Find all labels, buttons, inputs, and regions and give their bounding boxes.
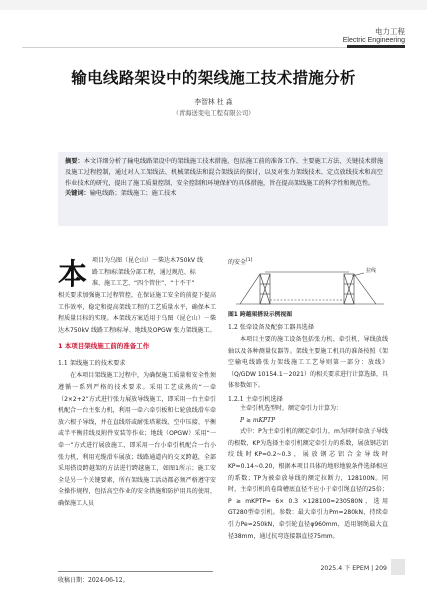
paragraph-tail: 的安全 (228, 259, 247, 266)
guy-wire (240, 274, 260, 304)
intro-lines (92, 255, 216, 290)
guy-wire (354, 274, 376, 304)
formula: P ≥ mKPTP (240, 416, 276, 424)
page-footer: 2025.4 下 EPEM | 209 (320, 565, 387, 572)
article-title: 输电线路架设中的架线施工技术措施分析 (71, 69, 356, 87)
keywords-label: 关键词： (65, 190, 90, 198)
paragraph: 式中：P为主牵引机的额定牵引力，m为同时牵放子导线的根数，KP为选择主牵引机额定牵引力的系数，展放钢芯铝绞线时KP=0.2~0.3，展放钢芯铝合金导线时KP=0.14~0.20，根据本项目具体的地形地貌条件选择相应的系数；TP为被牵放导线的额定拉断力，128100N。同时，主牵引机的卷筒槽底直径不应小于牵引绳直径的25倍；P ≥ mKPTP= 6× 0.3 ×128100=230580N，选用GT280型牵引机。参数：最大牵引力Pm=280kN，持续牵引力Pe=250kN，牵引轮直径φ960mm，适用钢绳最大直径38mm，通过抗弯连接器直径75mm。 (228, 428, 388, 540)
top-band (0, 0, 427, 10)
intro-line: 项目为乌图（昆仑山）－柴达木750kV 线 (92, 257, 203, 264)
paragraph: 主牵引机选型时，额定牵引力计算为： (240, 404, 343, 412)
footnote-rule (58, 571, 213, 572)
paragraph: 相关要求加强施工过程管控，在保证施工安全的前提下提高工作效率，稳定和提高架线工程的工艺质量水平，确保本工程质量目标的实现。本架线方案适用于乌图（昆仑山）－柴达木750kV 线路工程Ⅰ标导、地线及OPGW 张力架线施工。 (58, 292, 216, 334)
heading-1-2: 1.2 张牵设备及配套工器具选择 (228, 324, 315, 331)
intro-line: 准、施工工艺、“四个管住”、“十不干” (92, 280, 195, 288)
section-label-cn: 电力工程 (375, 27, 405, 36)
abstract-label: 摘要： (65, 158, 84, 165)
abstract-body: 本文详细分析了输电线路架设中的架线施工技术措施，包括施工前的准备工作、主要施工方法、关键技术措施及施工过程控制，通过对人工架线法、机械架线法和混合架线法的探讨，以及对张力架线技术、定点放线技术和高空作业技术的研究，提出了施工质量控制、安全控制和环境保护的具体措施，旨在提高架线施工的科学性和规范性。 (65, 158, 384, 187)
keywords: 输电线路；架线施工；施工技术 (89, 190, 177, 198)
heading-1-2-1: 1.2.1 主牵引机选择 (228, 395, 283, 403)
heading-1-1: 1.1 架线施工的技术要求 (58, 360, 126, 368)
scaffold-figure (236, 264, 384, 306)
footer-tab (391, 559, 405, 575)
intro-line: 路工程Ⅰ标架线分部工程，通过规范、标 (92, 268, 196, 276)
figure-annotation: 拉线 (366, 268, 377, 274)
section-label-en: Electric Engineering (342, 37, 405, 44)
paragraph: 在本项目架线施工过程中，为确保施工质量和安全性须遵循一系列严格的技术要求。采用工艺成熟的“一牵（2×2+2”方式进行张力展放导线施工，即采用一台主牵引机配合一台主张力机，利用一牵六牵引板和七轮放线滑车牵放六根子导线，并在直线塔或耐张塔紧线、空中压接、平衡或半平衡挂线及附件安装等作业；地线（OPGW）采用“一牵一”方式进行展放施工，即采用一台小牵引机配合一台小张力机，利用光缆滑车展放；线路通道内的交叉跨越，全部采用搭设跨越架的方法进行跨越施工，如图1所示；施工安全是另一个关键要素，所有架线施工活动都必须严格遵守安全操作规程，包括高空作业的安全措施和防护用具的使用，确保施工人员 (58, 372, 216, 507)
header-rule-accent (347, 45, 405, 48)
right-column-body (228, 322, 388, 542)
article-affiliation: （青海送变电工程有限公司） (172, 110, 255, 117)
figure-caption: 图1 跨越架搭设示例视图 (228, 312, 293, 318)
paragraph: 本项目主要的施工设备包括张力机、牵引机、导线放线轴以及各种测量仪器等。架线主要施工机具的准备按照《架空输电线路张力架线施工工艺导则第一部分：放线》（Q/GDW 10154.1－2021）的相关要求进行计算选择，具体参数如下。 (228, 336, 388, 390)
left-column-body (58, 290, 216, 510)
article-authors: 李智林 杜 淼 (194, 98, 233, 106)
drop-cap: 本 (58, 257, 88, 291)
received-date: 收稿日期：2024-06-12。 (58, 577, 129, 584)
heading-1: 1 本项目架线施工前的准备工作 (58, 342, 150, 351)
citation: [1] (246, 258, 253, 263)
abstract (65, 157, 383, 200)
